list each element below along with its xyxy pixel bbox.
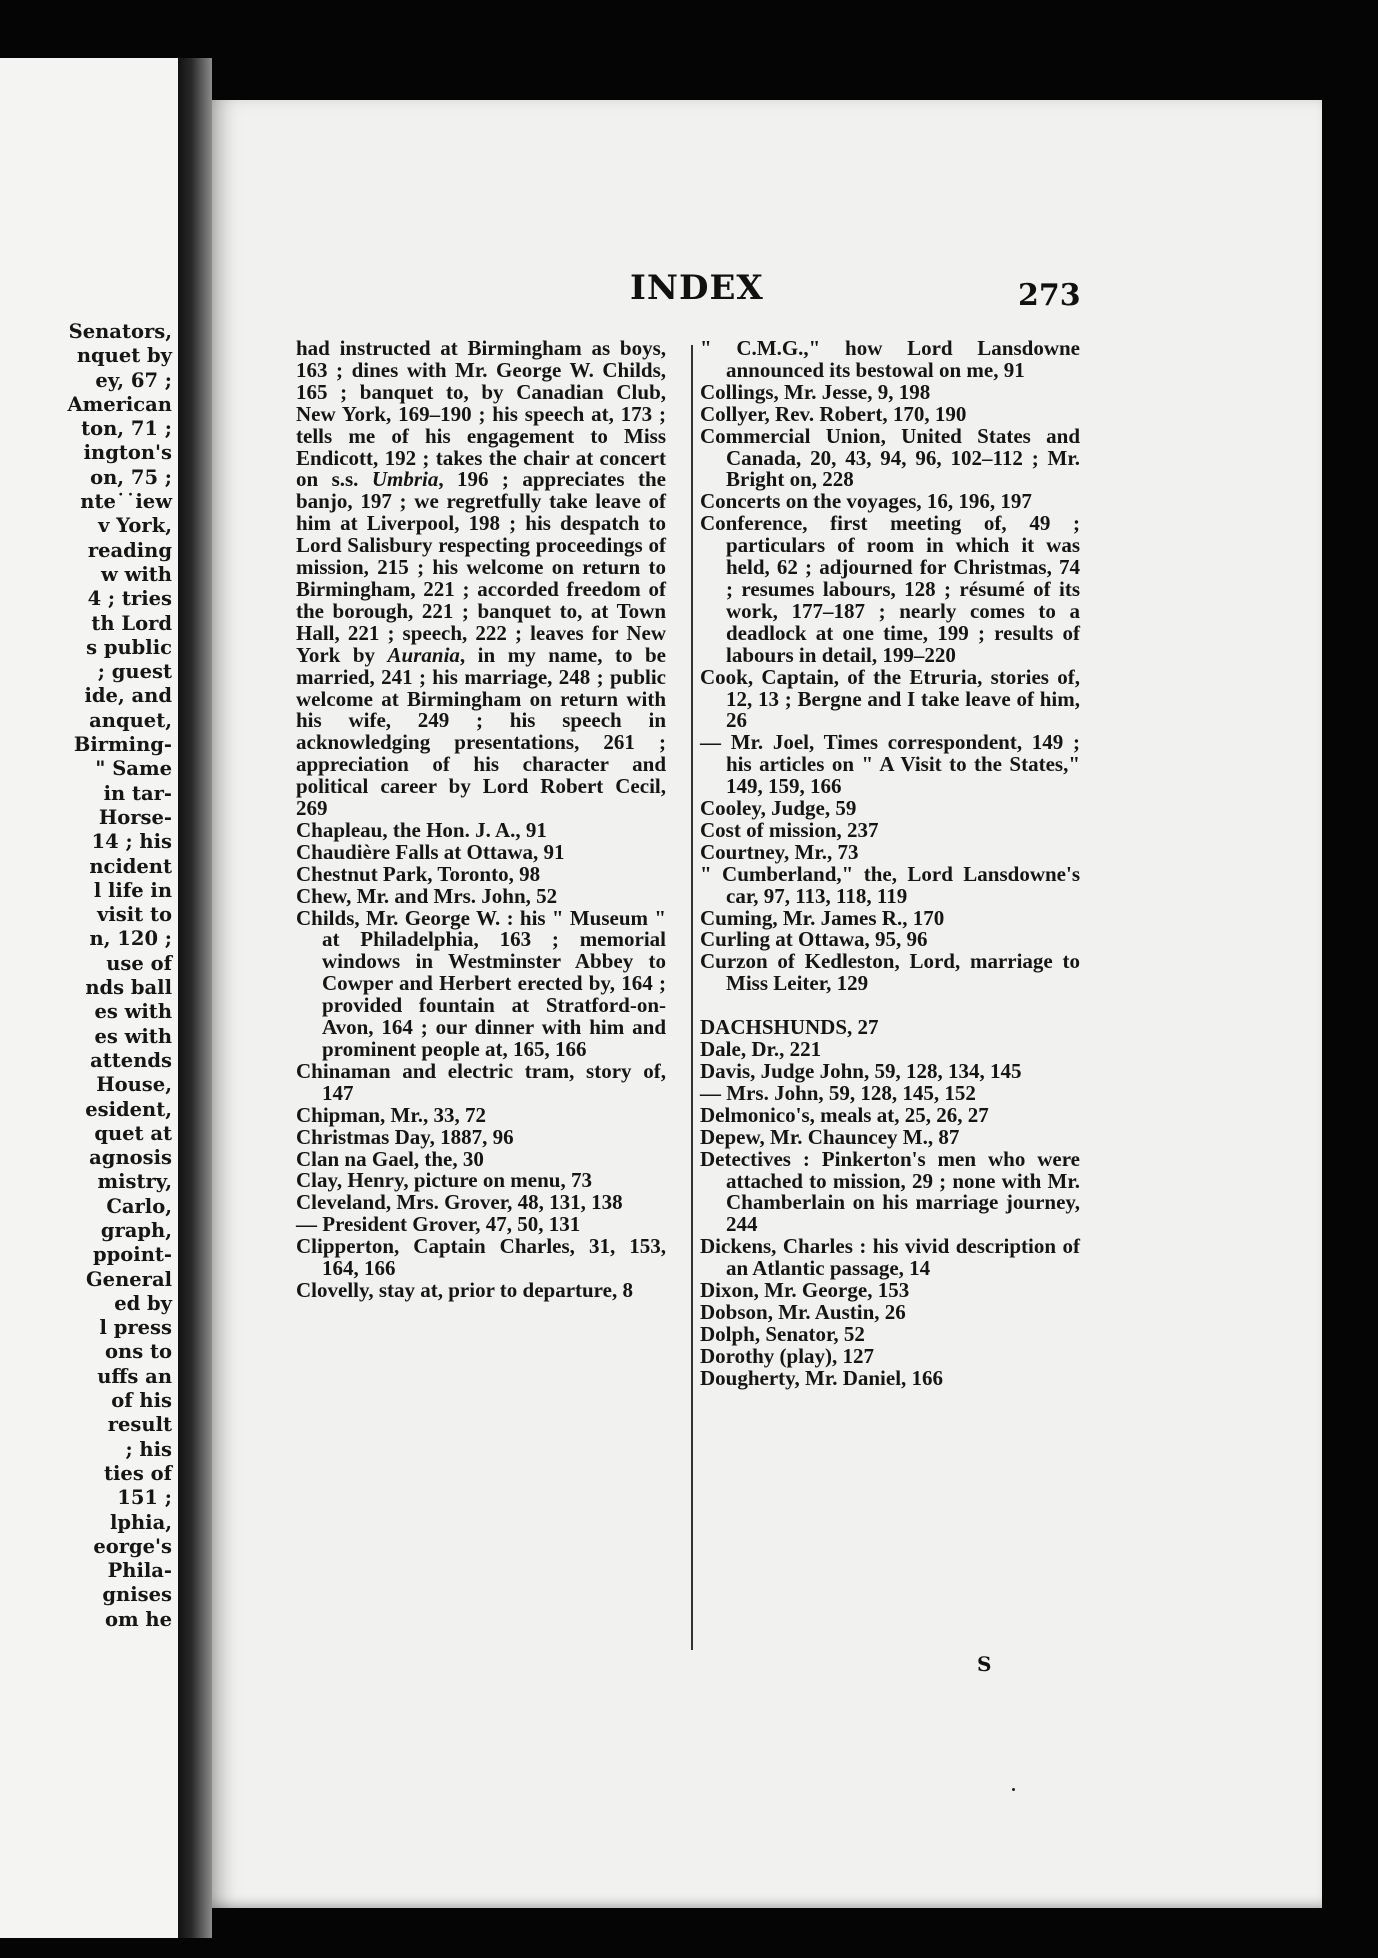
- left-page-line: Senators,: [68, 320, 172, 343]
- left-page-line: reading: [87, 538, 172, 562]
- left-page-line: es with: [94, 1000, 172, 1024]
- left-page-line: in tar-: [103, 781, 172, 805]
- index-page: [212, 100, 1322, 1908]
- index-entry: Collyer, Rev. Robert, 170, 190: [700, 401, 967, 426]
- left-page-line: Birming-: [73, 733, 172, 757]
- index-entry: Courtney, Mr., 73: [700, 839, 859, 864]
- left-page-line: anquet,: [89, 708, 172, 732]
- left-page-line: l life in: [93, 878, 172, 902]
- left-page-line: ties of: [104, 1461, 172, 1485]
- left-page-line: om he: [104, 1607, 172, 1631]
- index-entry: — President Grover, 47, 50, 131: [296, 1212, 581, 1237]
- column-divider: [691, 345, 693, 1650]
- page-header: [212, 268, 1322, 328]
- index-entry: Chaudière Falls at Ottawa, 91: [296, 839, 565, 864]
- index-entry: Clan na Gael, the, 30: [296, 1146, 484, 1171]
- index-entry: Curling at Ottawa, 95, 96: [700, 927, 928, 952]
- index-entry: Cook, Captain, of the Etruria, stories of, 12, 13 ; Bergne and I take leave of him, 26: [700, 664, 1080, 733]
- left-page-line: ington's: [83, 441, 172, 465]
- page-number: 273: [1018, 278, 1081, 313]
- entry-text-run: Aurania: [387, 642, 460, 667]
- left-page-line: ncident: [89, 854, 172, 878]
- index-entry-continuation: [296, 338, 666, 820]
- left-page-line: General: [86, 1267, 172, 1291]
- index-entry: Dixon, Mr. George, 153: [700, 1278, 910, 1303]
- left-page-line: American: [67, 392, 172, 416]
- left-page-line: ; guest: [97, 660, 172, 684]
- left-page-line: " Same: [95, 757, 172, 781]
- index-entry: Cooley, Judge, 59: [700, 796, 857, 821]
- index-entry: Depew, Mr. Chauncey M., 87: [700, 1124, 960, 1149]
- left-page-line: nds ball: [85, 976, 172, 1000]
- index-entry: Christmas Day, 1887, 96: [296, 1124, 514, 1149]
- index-entry: Cuming, Mr. James R., 170: [700, 905, 945, 930]
- left-page-line: Phila-: [107, 1559, 172, 1583]
- entry-text-run: Umbria: [371, 467, 439, 492]
- letter-section-gap: [700, 995, 1080, 1017]
- left-page-line: nte˙˙iew: [80, 490, 172, 514]
- index-entry: Commercial Union, United States and Canada, 20, 43, 94, 96, 102–112 ; Mr. Bright on, 228: [700, 423, 1080, 492]
- book-gutter: [178, 58, 212, 1938]
- left-page-line: gnises: [102, 1583, 172, 1607]
- left-page-line: ed by: [114, 1291, 172, 1315]
- index-entry: Childs, Mr. George W. : his " Museum " at Philadelphia, 163 ; memorial windows in Westminster Abbey to Cowper and Herbert erected by, 164 ; provided fountain at Stratford-on-Avon, 164 ; our dinner with him and prominent people at, 165, 166: [296, 905, 666, 1061]
- left-page-line: l press: [99, 1316, 172, 1340]
- index-entry: Concerts on the voyages, 16, 196, 197: [700, 489, 1032, 514]
- index-entry: Delmonico's, meals at, 25, 26, 27: [700, 1102, 989, 1127]
- left-page-line: quet at: [94, 1121, 172, 1145]
- left-page-line: House,: [96, 1073, 172, 1097]
- left-page-text-fragments: [67, 320, 172, 1632]
- left-page-line: 14 ; his: [91, 830, 172, 854]
- left-page-line: ton, 71 ;: [81, 417, 172, 441]
- index-column-left: [296, 338, 666, 1302]
- left-page-line: es with: [94, 1024, 172, 1048]
- index-entry: Chestnut Park, Toronto, 98: [296, 861, 541, 886]
- left-page-line: th Lord: [91, 611, 172, 635]
- left-page-line: esident,: [85, 1097, 172, 1121]
- index-entry: Dickens, Charles : his vivid description of an Atlantic passage, 14: [700, 1234, 1080, 1281]
- left-page-line: ons to: [105, 1340, 172, 1364]
- left-page-line: result: [107, 1413, 172, 1437]
- left-page-line: Carlo,: [106, 1194, 172, 1218]
- index-entry: " C.M.G.," how Lord Lansdowne announced its bestowal on me, 91: [700, 336, 1080, 382]
- index-entry: Dobson, Mr. Austin, 26: [700, 1299, 906, 1324]
- left-page-line: uffs an: [97, 1364, 172, 1388]
- index-entry: Chipman, Mr., 33, 72: [296, 1102, 486, 1127]
- signature-mark: S: [977, 1652, 992, 1676]
- left-page-edge: [0, 58, 184, 1938]
- index-entry: Clay, Henry, picture on menu, 73: [296, 1168, 592, 1193]
- index-entry: " Cumberland," the, Lord Lansdowne's car, 97, 113, 118, 119: [700, 861, 1080, 908]
- left-page-line: visit to: [97, 903, 172, 927]
- index-entry: Dolph, Senator, 52: [700, 1321, 865, 1346]
- left-page-line: 151 ;: [117, 1486, 172, 1510]
- left-page-line: ide, and: [84, 684, 172, 708]
- left-page-line: s public: [86, 635, 172, 659]
- left-page-line: eorge's: [93, 1534, 172, 1558]
- index-entry: — Mrs. John, 59, 128, 145, 152: [700, 1080, 976, 1105]
- left-page-line: use of: [106, 951, 172, 975]
- left-page-line: 4 ; tries: [87, 587, 172, 611]
- index-entry: Curzon of Kedleston, Lord, marriage to Miss Leiter, 129: [700, 949, 1080, 996]
- left-page-line: of his: [111, 1389, 172, 1413]
- left-page-line: w with: [101, 562, 172, 586]
- index-entry: Clipperton, Captain Charles, 31, 153, 164, 166: [296, 1234, 666, 1281]
- index-entry: Conference, first meeting of, 49 ; particulars of room in which it was held, 62 ; adjourned for Christmas, 74 ; resumes labours, 128 ; résumé of its work, 177–187 ; nearly comes to a deadlock at one time, 199 ; results of labours in detail, 199–220: [700, 511, 1080, 667]
- index-entry: Davis, Judge John, 59, 128, 134, 145: [700, 1059, 1022, 1083]
- left-page-line: mistry,: [97, 1170, 172, 1194]
- index-entry: Dougherty, Mr. Daniel, 166: [700, 1365, 944, 1390]
- index-entry: Chew, Mr. and Mrs. John, 52: [296, 883, 558, 908]
- left-page-line: Horse-: [98, 805, 172, 829]
- left-page-line: v York,: [98, 514, 172, 538]
- index-entry: Clovelly, stay at, prior to departure, 8: [296, 1277, 633, 1302]
- left-page-line: nquet by: [76, 344, 172, 368]
- index-entry: Chapleau, the Hon. J. A., 91: [296, 817, 547, 842]
- index-entry: Cost of mission, 237: [700, 817, 879, 842]
- left-page-line: ppoint-: [93, 1243, 172, 1267]
- left-page-line: attends: [90, 1048, 172, 1072]
- index-column-right: [700, 338, 1080, 1390]
- index-entry: — Mr. Joel, Times correspondent, 149 ; his articles on " A Visit to the States," 149, 159, 166: [700, 730, 1080, 799]
- page-title: INDEX: [630, 268, 764, 308]
- left-page-line: on, 75 ;: [90, 465, 172, 489]
- index-entry: Dale, Dr., 221: [700, 1037, 822, 1062]
- left-page-line: ey, 67 ;: [95, 368, 172, 392]
- index-entry: Detectives : Pinkerton's men who were attached to mission, 29 ; none with Mr. Chamberlain on his marriage journey, 244: [700, 1146, 1080, 1237]
- index-entry: Chinaman and electric tram, story of, 147: [296, 1058, 666, 1105]
- index-entry: Cleveland, Mrs. Grover, 48, 131, 138: [296, 1190, 623, 1215]
- left-page-line: graph,: [100, 1218, 172, 1242]
- index-entry: Collings, Mr. Jesse, 9, 198: [700, 379, 931, 404]
- left-page-line: agnosis: [89, 1146, 172, 1170]
- entry-text-run: , 196 ; appreciates the banjo, 197 ; we regretfully take leave of him at Liverpool, 198 ; his despatch to Lord Salisbury respecting proceedings of mission, 215 ; his welcome on return to Birmingham, 221 ; accorded freedom of the borough, 221 ; banquet to, at Town Hall, 221 ; speech, 222 ; leaves for New York by: [296, 467, 666, 667]
- index-entry: DACHSHUNDS, 27: [700, 1015, 879, 1040]
- left-page-line: lphia,: [109, 1510, 172, 1534]
- left-page-line: n, 120 ;: [89, 927, 172, 951]
- entry-text-run: , in my name, to be married, 241 ; his marriage, 248 ; public welcome at Birmingham on return with his wife, 249 ; his speech in acknowledging presentations, 261 ; appreciation of his character and political career by Lord Robert Cecil, 269: [296, 642, 666, 821]
- entry-text-run: had instructed at Birmingham as boys, 163 ; dines with Mr. George W. Childs, 165 ; banquet to, by Canadian Club, New York, 169–190 ; his speech at, 173 ; tells me of his engagement to Miss Endicott, 192 ; takes the chair at concert on s.s.: [296, 336, 666, 492]
- left-page-line: ; his: [125, 1437, 172, 1461]
- index-entry: Dorothy (play), 127: [700, 1343, 875, 1368]
- paper-speck: [1012, 1788, 1015, 1791]
